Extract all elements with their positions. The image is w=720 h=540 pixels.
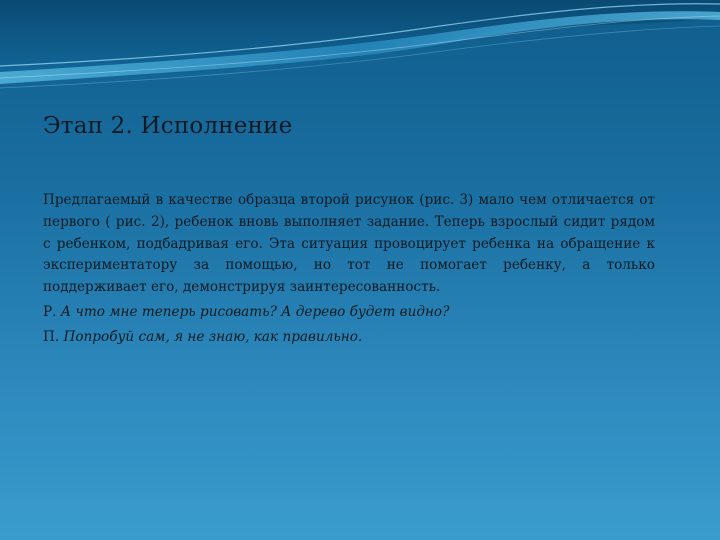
main-paragraph: Предлагаемый в качестве образца второй рисунок (рис. 3) мало чем отличается от первого ( рис. 2), ребенок вновь выполняет задание. Теперь взрослый сидит рядом с ребенком, подбадривая его. Эта ситуация провоцирует ребенка на обращение к экспериментатору за помощью, но тот не помогает ребенку, а только поддерживает его, демонстрируя заинтересованность. [43,192,655,296]
wave-header-decoration [0,0,720,90]
speech-text: Попробуй сам, я не знаю, как правильно. [63,328,363,345]
speaker-label: П. [43,328,60,345]
dialog-line-child [43,302,655,324]
dialog-line-adult [43,327,655,349]
speaker-label: Р. [43,303,57,320]
speech-text: А что мне теперь рисовать? А дерево будет видно? [60,303,450,320]
slide-title: Этап 2. Исполнение [43,113,293,139]
slide-body [43,190,655,349]
